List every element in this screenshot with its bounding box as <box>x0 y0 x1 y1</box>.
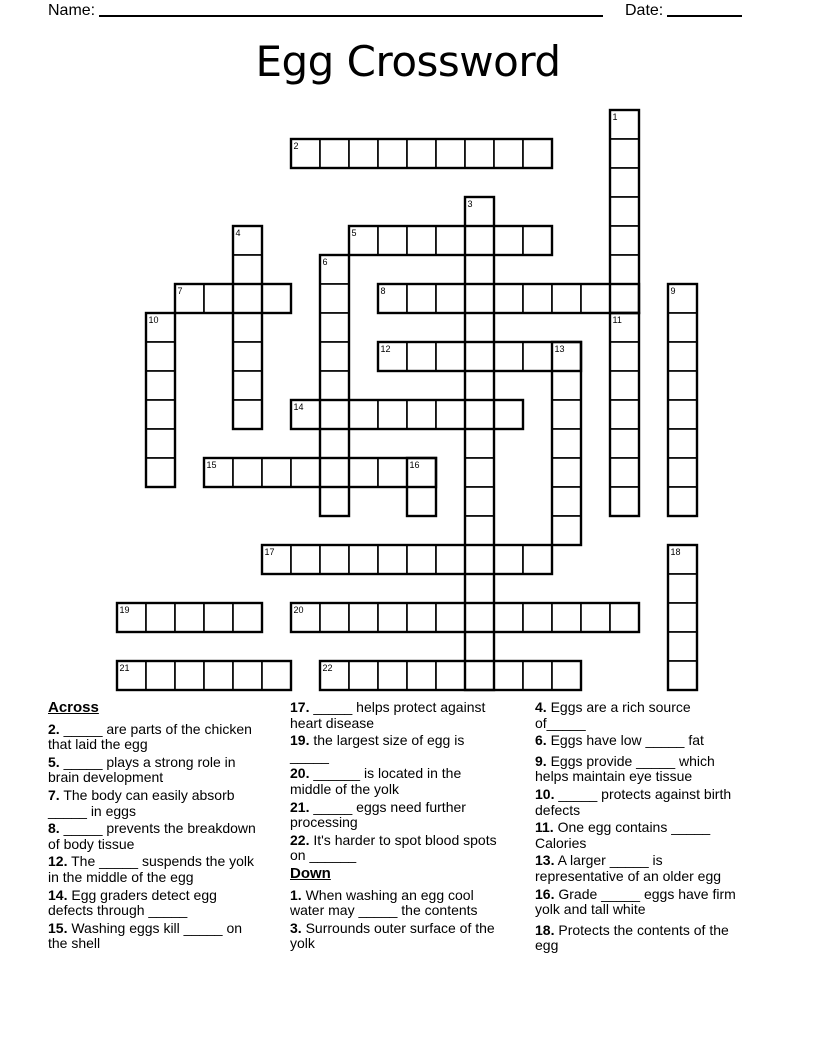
grid-cell <box>465 458 494 487</box>
grid-cell <box>320 603 349 632</box>
clue-item <box>48 821 258 852</box>
clue-item <box>48 888 258 919</box>
date-label: Date: <box>625 2 664 19</box>
grid-cell <box>465 342 494 371</box>
clue-item <box>290 833 498 864</box>
clue-number: 17. <box>290 699 310 715</box>
grid-cell <box>407 139 436 168</box>
grid-cell <box>465 661 494 690</box>
clue-number: 20. <box>290 765 310 782</box>
grid-cell <box>610 139 639 168</box>
grid-cell <box>378 603 407 632</box>
grid-cell <box>523 545 552 574</box>
grid-cell <box>610 168 639 197</box>
word-number: 16 <box>409 460 420 470</box>
grid-cell <box>233 255 262 284</box>
grid-cell <box>523 342 552 371</box>
grid-cell <box>610 284 639 313</box>
name-label: Name: <box>48 2 96 19</box>
clue-item <box>535 923 737 954</box>
clue-text: A larger _____ is representative of an older egg <box>535 852 722 884</box>
clue-text: Grade _____ eggs have firm yolk and tall white <box>535 885 736 918</box>
grid-cell <box>465 603 494 632</box>
clue-item <box>290 766 498 797</box>
grid-cell <box>494 342 523 371</box>
grid-cell <box>436 226 465 255</box>
grid-cell <box>436 342 465 371</box>
grid-cell <box>349 661 378 690</box>
grid-cell <box>378 458 407 487</box>
clue-text: Eggs are a rich source of_____ <box>535 699 691 731</box>
clue-item <box>290 800 498 831</box>
word-number: 6 <box>322 257 328 267</box>
clue-text: Washing eggs kill _____ on the shell <box>48 919 243 952</box>
grid-cell <box>175 603 204 632</box>
word-number: 13 <box>554 344 565 354</box>
grid-cell <box>320 371 349 400</box>
grid-cell <box>668 313 697 342</box>
grid-cell <box>494 226 523 255</box>
grid-cell <box>233 458 262 487</box>
word-number: 10 <box>148 315 159 325</box>
grid-cell <box>610 342 639 371</box>
grid-cell <box>494 400 523 429</box>
grid-cell <box>465 371 494 400</box>
clue-number: 3. <box>290 919 302 936</box>
grid-cell <box>465 574 494 603</box>
clue-text: _____ plays a strong role in brain development <box>48 753 236 786</box>
clue-section-header: Down <box>290 864 331 882</box>
grid-cell <box>610 487 639 516</box>
grid-cell <box>668 661 697 690</box>
grid-cell <box>523 139 552 168</box>
word-number: 11 <box>612 315 622 325</box>
clue-item <box>535 787 737 818</box>
clue-text: _____ protects against birth defects <box>535 785 732 818</box>
grid-cell <box>233 313 262 342</box>
grid-cell <box>262 458 291 487</box>
clue-text: The body can easily absorb _____ in eggs <box>48 786 235 819</box>
word-number: 5 <box>351 228 357 238</box>
grid-cell <box>610 197 639 226</box>
clue-column-2 <box>290 700 498 954</box>
grid-cell <box>552 371 581 400</box>
clue-text: It's harder to spot blood spots on ______ <box>290 831 497 864</box>
grid-cell <box>610 603 639 632</box>
word-number: 12 <box>380 344 391 354</box>
word-number: 4 <box>235 228 241 238</box>
grid-cell <box>204 284 233 313</box>
clue-text: _____ are parts of the chicken that laid the egg <box>48 720 252 753</box>
word-number: 18 <box>670 547 681 557</box>
word-number: 15 <box>206 460 217 470</box>
clue-item <box>290 888 498 919</box>
grid-cell <box>436 139 465 168</box>
clue-section-header: Across <box>48 699 99 716</box>
grid-cell <box>146 400 175 429</box>
clue-text: ______ is located in the middle of the yolk <box>290 765 462 797</box>
grid-cell <box>378 139 407 168</box>
clue-item <box>535 853 737 884</box>
grid-cell <box>233 371 262 400</box>
grid-cell <box>552 458 581 487</box>
clue-number: 22. <box>290 831 310 848</box>
word-number: 3 <box>467 199 473 209</box>
clue-text: _____ eggs need further processing <box>290 798 466 831</box>
clue-column-1 <box>48 700 258 954</box>
grid-cell <box>233 400 262 429</box>
grid-cell <box>407 400 436 429</box>
grid-cell <box>581 603 610 632</box>
grid-cell <box>465 400 494 429</box>
grid-cell <box>610 458 639 487</box>
grid-cell <box>610 371 639 400</box>
grid-cell <box>378 545 407 574</box>
page-title: Egg Crossword <box>255 37 561 86</box>
clue-item <box>535 754 737 785</box>
word-number: 22 <box>322 663 333 673</box>
clue-number: 16. <box>535 885 555 902</box>
grid-cell <box>465 545 494 574</box>
grid-cell <box>349 603 378 632</box>
grid-cell <box>552 400 581 429</box>
grid-cell <box>233 284 262 313</box>
word-number: 7 <box>177 286 183 296</box>
grid-cell <box>668 342 697 371</box>
grid-cell <box>320 400 349 429</box>
clue-text: Surrounds outer surface of the yolk <box>290 919 495 952</box>
clue-number: 11. <box>535 819 554 836</box>
clue-text: One egg contains _____ Calories <box>535 819 711 851</box>
grid-cell <box>320 458 349 487</box>
clue-text: _____ helps protect against heart disease <box>290 699 486 731</box>
grid-cell <box>436 545 465 574</box>
grid-cell <box>146 603 175 632</box>
clue-number: 19. <box>290 732 310 749</box>
grid-cell <box>349 458 378 487</box>
clue-text: Protects the contents of the egg <box>535 921 729 954</box>
clue-item <box>535 820 737 851</box>
grid-cell <box>146 458 175 487</box>
word-number: 14 <box>293 402 304 412</box>
word-number: 21 <box>119 663 130 673</box>
grid-cell <box>668 458 697 487</box>
grid-cell <box>465 284 494 313</box>
grid-cell <box>233 342 262 371</box>
grid-cell <box>523 226 552 255</box>
word-number: 19 <box>119 605 130 615</box>
grid-cell <box>146 342 175 371</box>
grid-cell <box>552 661 581 690</box>
grid-cell <box>465 487 494 516</box>
clue-item <box>290 700 498 731</box>
grid-cell <box>552 516 581 545</box>
word-number: 2 <box>293 141 299 151</box>
grid-cell <box>494 603 523 632</box>
clue-item <box>48 722 258 753</box>
grid-cell <box>378 400 407 429</box>
grid-cell <box>233 661 262 690</box>
clue-column-3 <box>535 700 737 956</box>
grid-cell <box>204 661 233 690</box>
grid-cell <box>436 284 465 313</box>
grid-cell <box>494 139 523 168</box>
clue-number: 8. <box>48 820 60 837</box>
clue-number: 10. <box>535 785 555 802</box>
grid-cell <box>320 313 349 342</box>
clue-item <box>535 700 737 731</box>
grid-cell <box>494 661 523 690</box>
grid-cell <box>465 139 494 168</box>
clue-item <box>535 733 737 749</box>
clue-text: When washing an egg cool water may _____ the contents <box>290 886 478 919</box>
clue-text: _____ prevents the breakdown of body tissue <box>48 820 256 852</box>
grid-cell <box>523 284 552 313</box>
clue-number: 13. <box>535 852 555 869</box>
clue-number: 6. <box>535 732 547 749</box>
grid-cell <box>610 226 639 255</box>
clue-number: 21. <box>290 798 310 815</box>
word-number: 8 <box>380 286 386 296</box>
grid-cell <box>349 545 378 574</box>
clue-number: 14. <box>48 886 68 903</box>
clue-number: 7. <box>48 786 60 803</box>
word-number: 9 <box>670 286 676 296</box>
grid-cell <box>262 661 291 690</box>
clue-number: 12. <box>48 853 68 870</box>
grid-cell <box>610 429 639 458</box>
grid-cell <box>668 487 697 516</box>
grid-cell <box>320 487 349 516</box>
clue-number: 9. <box>535 752 547 769</box>
grid-cell <box>349 139 378 168</box>
grid-cell <box>436 400 465 429</box>
grid-cell <box>552 603 581 632</box>
word-number: 1 <box>612 112 618 122</box>
grid-cell <box>349 400 378 429</box>
clue-item <box>48 854 258 885</box>
grid-cell <box>320 342 349 371</box>
clue-item <box>535 887 737 918</box>
grid-cell <box>552 487 581 516</box>
grid-cell <box>378 661 407 690</box>
grid-cell <box>436 661 465 690</box>
clue-text: Eggs provide _____ which helps maintain eye tissue <box>535 752 715 785</box>
clue-number: 2. <box>48 720 60 737</box>
grid-cell <box>407 545 436 574</box>
grid-cell <box>523 661 552 690</box>
word-number: 17 <box>264 547 275 557</box>
grid-cell <box>668 371 697 400</box>
clue-text: The _____ suspends the yolk in the middle of the egg <box>48 853 255 885</box>
clue-number: 1. <box>290 886 302 903</box>
grid-cell <box>610 400 639 429</box>
grid-cell <box>465 255 494 284</box>
grid-cell <box>494 284 523 313</box>
grid-cell <box>465 226 494 255</box>
clue-item <box>48 788 258 819</box>
clue-number: 4. <box>535 699 547 715</box>
grid-cell <box>146 661 175 690</box>
grid-cell <box>668 429 697 458</box>
grid-cell <box>436 603 465 632</box>
grid-cell <box>320 139 349 168</box>
clue-number: 18. <box>535 921 555 938</box>
grid-cell <box>610 255 639 284</box>
grid-cell <box>407 487 436 516</box>
grid-cell <box>465 516 494 545</box>
grid-cell <box>320 284 349 313</box>
grid-cell <box>407 661 436 690</box>
clue-number: 15. <box>48 919 68 936</box>
grid-cell <box>407 603 436 632</box>
grid-cell <box>204 603 233 632</box>
grid-cell <box>175 661 204 690</box>
grid-cell <box>494 545 523 574</box>
clue-item <box>290 921 498 952</box>
grid-cell <box>465 632 494 661</box>
grid-cell <box>146 429 175 458</box>
grid-cell <box>668 632 697 661</box>
clue-item <box>48 755 258 786</box>
grid-cell <box>552 284 581 313</box>
grid-cell <box>523 603 552 632</box>
grid-cell <box>407 284 436 313</box>
grid-cell <box>146 371 175 400</box>
grid-cell <box>320 545 349 574</box>
grid-cell <box>465 313 494 342</box>
grid-cell <box>407 226 436 255</box>
grid-cell <box>407 342 436 371</box>
grid-cell <box>552 429 581 458</box>
clue-item <box>290 733 498 764</box>
grid-cell <box>233 603 262 632</box>
grid-cell <box>668 400 697 429</box>
grid-cell <box>262 284 291 313</box>
grid-cell <box>668 574 697 603</box>
clue-text: the largest size of egg is _____ <box>290 732 465 764</box>
clue-text: Egg graders detect egg defects through _____ <box>48 886 217 919</box>
grid-cell <box>291 458 320 487</box>
clue-item <box>48 921 258 952</box>
grid-cell <box>378 226 407 255</box>
grid-cell <box>320 429 349 458</box>
grid-cell <box>581 284 610 313</box>
clue-number: 5. <box>48 753 60 770</box>
clue-text: Eggs have low _____ fat <box>550 732 704 749</box>
grid-cell <box>465 429 494 458</box>
word-number: 20 <box>293 605 304 615</box>
grid-cell <box>291 545 320 574</box>
grid-cell <box>668 603 697 632</box>
